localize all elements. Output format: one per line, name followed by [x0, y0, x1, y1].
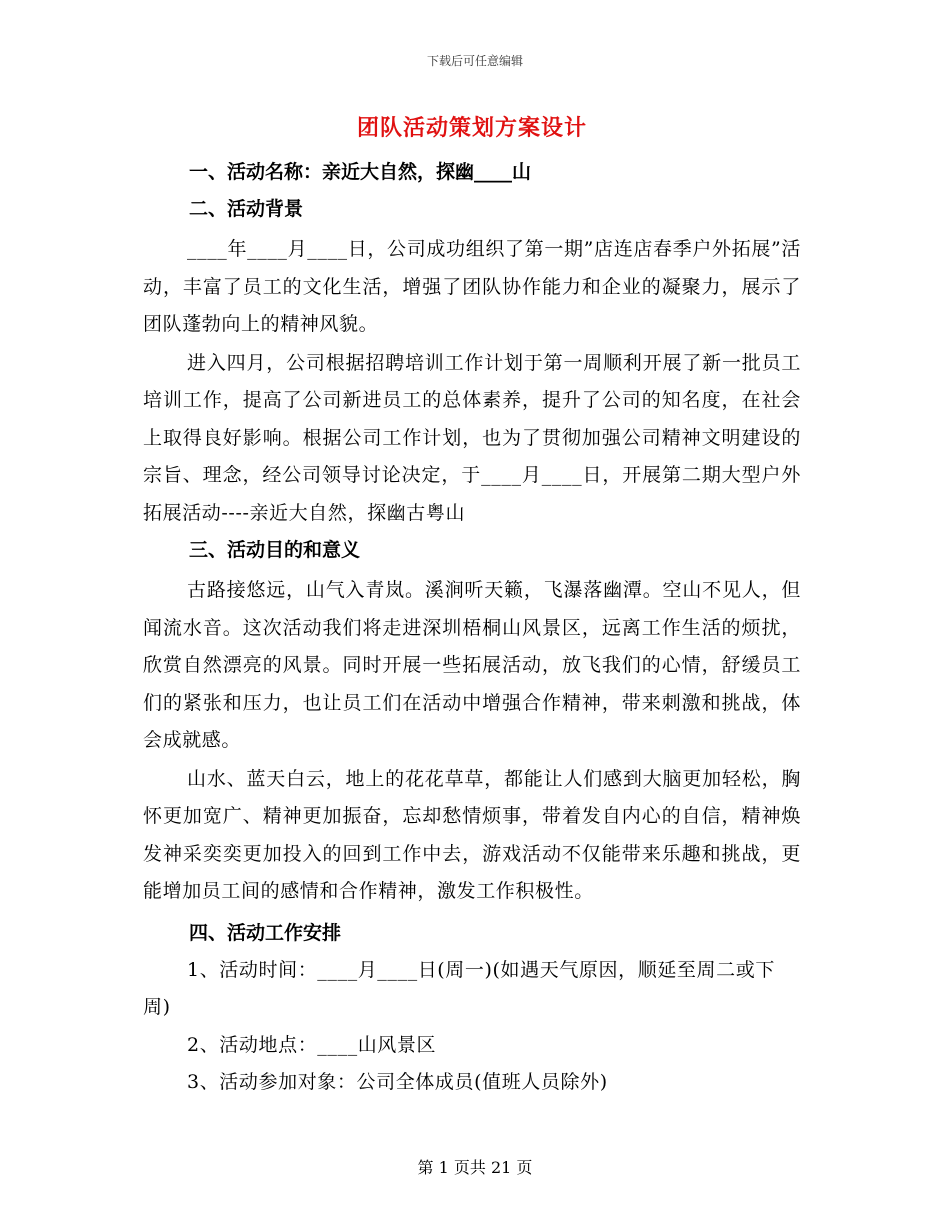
- section-heading-purpose: 三、活动目的和意义: [189, 539, 361, 561]
- section-heading-arrangement: 四、活动工作安排: [189, 921, 342, 944]
- section-heading-background: 二、活动背景: [189, 198, 304, 220]
- arrangement-item-location: 2、活动地点：____山风景区: [187, 1033, 437, 1056]
- background-paragraph-2: 进入四月，公司根据招聘培训工作计划于第一周顺利开展了新一批员工培训工作，提高了公司新进员工的总体素养，提升了公司的知名度，在社会上取得良好影响。根据公司工作计划，也为了贯彻加强公司精神文明建设的宗旨、理念，经公司领导讨论决定，于____月____日，开展第二期大型户外拓展活动----亲近大自然，探幽古粤山: [143, 351, 801, 524]
- section-heading-activity-name: 一、活动名称：亲近大自然，探幽____山: [189, 161, 532, 183]
- arrangement-item-time: 1、活动时间：____月____日(周一)(如遇天气原因，顺延至周二或下周): [143, 958, 775, 1018]
- document-body: [143, 108, 801, 1102]
- purpose-paragraph-2: 山水、蓝天白云，地上的花花草草，都能让人们感到大脑更加轻松，胸怀更加宽广、精神更加振奋，忘却愁情烦事，带着发自内心的自信，精神焕发神采奕奕更加投入的回到工作中去，游戏活动不仅能带来乐趣和挑战，更能增加员工间的感情和合作精神，激发工作积极性。: [143, 767, 801, 902]
- page-footer: 第 1 页共 21 页: [417, 1158, 533, 1177]
- background-paragraph-1: ____年____月____日，公司成功组织了第一期”店连店春季户外拓展”活动，丰富了员工的文化生活，增强了团队协作能力和企业的凝聚力，展示了团队蓬勃向上的精神风貌。: [143, 238, 801, 335]
- document-title: 团队活动策划方案设计: [356, 115, 587, 141]
- arrangement-item-participants: 3、活动参加对象：公司全体成员(值班人员除外): [187, 1071, 608, 1093]
- header-note: 下载后可任意编辑: [426, 54, 523, 68]
- purpose-paragraph-1: 古路接悠远，山气入青岚。溪涧听天籁，飞瀑落幽潭。空山不见人，但闻流水音。这次活动我们将走进深圳梧桐山风景区，远离工作生活的烦扰，欣赏自然漂亮的风景。同时开展一些拓展活动，放飞我们的心情，舒缓员工们的紧张和压力，也让员工们在活动中增强合作精神，带来刺激和挑战，体会成就感。: [143, 579, 801, 751]
